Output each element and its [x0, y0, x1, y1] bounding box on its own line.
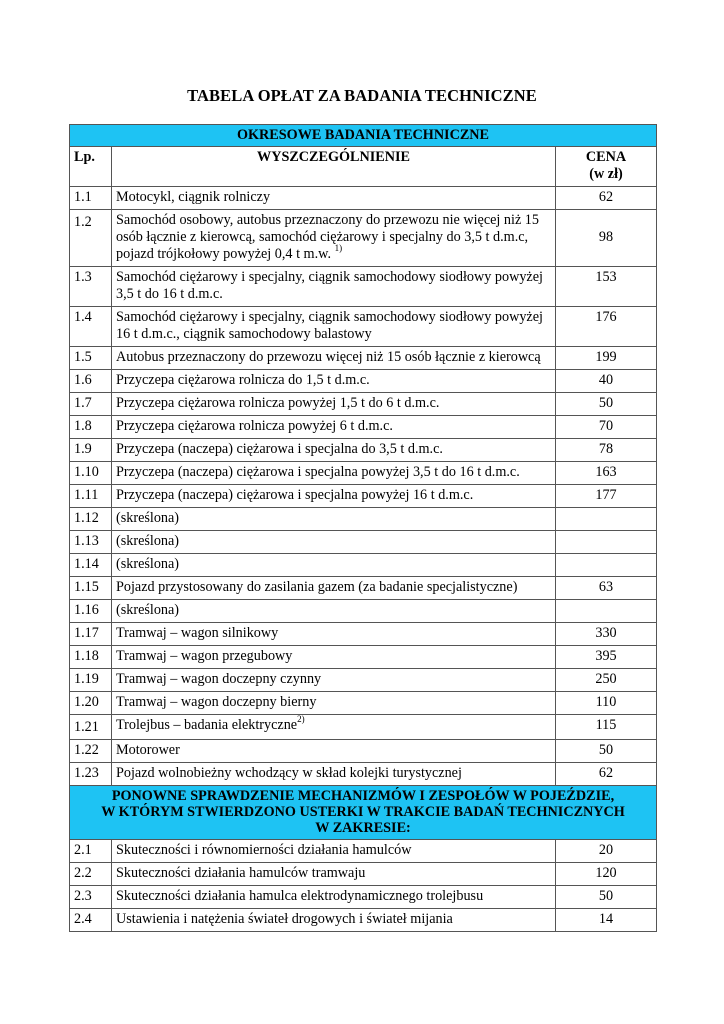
- row-lp: 2.3: [70, 886, 112, 909]
- section-title-periodic: OKRESOWE BADANIA TECHNICZNE: [70, 125, 657, 147]
- row-lp: 1.22: [70, 740, 112, 763]
- row-description-text: Tramwaj – wagon doczepny bierny: [116, 694, 317, 710]
- fee-table-body: [70, 125, 657, 932]
- row-description-text: Ustawienia i natężenia świateł drogowych i świateł mijania: [116, 911, 453, 927]
- table-row: [70, 909, 657, 932]
- row-lp: 1.10: [70, 462, 112, 485]
- row-price: 98: [555, 210, 656, 267]
- table-row: [70, 210, 657, 267]
- table-row: [70, 863, 657, 886]
- row-description-text: Przyczepa ciężarowa rolnicza do 1,5 t d.m.c.: [116, 372, 370, 388]
- row-description-text: Tramwaj – wagon przegubowy: [116, 648, 293, 664]
- table-row: [70, 439, 657, 462]
- row-lp: 1.13: [70, 531, 112, 554]
- row-price: 63: [555, 577, 656, 600]
- row-price: 115: [555, 715, 656, 740]
- header-price-line2: (w zł): [589, 166, 623, 182]
- row-lp: 2.2: [70, 863, 112, 886]
- row-description-text: (skreślona): [116, 602, 180, 618]
- table-row: [70, 187, 657, 210]
- row-lp: 1.15: [70, 577, 112, 600]
- table-row: [70, 692, 657, 715]
- table-row: [70, 623, 657, 646]
- row-description: [112, 886, 556, 909]
- row-description: [112, 462, 556, 485]
- row-description: [112, 416, 556, 439]
- row-description: [112, 763, 556, 786]
- row-description: [112, 508, 556, 531]
- section-title-reinspection-line1: PONOWNE SPRAWDZENIE MECHANIZMÓW I ZESPOŁÓW W POJEŹDZIE,: [111, 788, 615, 804]
- table-row: [70, 886, 657, 909]
- row-description: [112, 600, 556, 623]
- table-row: [70, 600, 657, 623]
- row-lp: 1.16: [70, 600, 112, 623]
- row-lp: 1.2: [70, 210, 112, 267]
- row-description: [112, 669, 556, 692]
- row-lp: 1.14: [70, 554, 112, 577]
- row-lp: 1.18: [70, 646, 112, 669]
- row-lp: 1.5: [70, 347, 112, 370]
- row-description: [112, 347, 556, 370]
- footnote-marker: 1): [334, 243, 343, 254]
- row-lp: 1.4: [70, 307, 112, 347]
- row-description: [112, 692, 556, 715]
- table-row: [70, 554, 657, 577]
- row-description: [112, 740, 556, 763]
- section-title-reinspection: [70, 786, 657, 840]
- row-lp: 2.4: [70, 909, 112, 932]
- row-description-text: Samochód ciężarowy i specjalny, ciągnik samochodowy siodłowy powyżej 16 t d.m.c., ciągnik samochodowy balastowy: [116, 309, 543, 342]
- row-description: [112, 554, 556, 577]
- table-row: [70, 669, 657, 692]
- row-description-text: Motorower: [116, 742, 180, 758]
- table-row: [70, 393, 657, 416]
- row-description: [112, 370, 556, 393]
- table-row: [70, 307, 657, 347]
- table-row: [70, 267, 657, 307]
- row-description-text: Tramwaj – wagon doczepny czynny: [116, 671, 322, 687]
- row-lp: 1.6: [70, 370, 112, 393]
- row-lp: 1.8: [70, 416, 112, 439]
- row-description: [112, 485, 556, 508]
- row-price: 62: [555, 763, 656, 786]
- section-header-periodic: [70, 125, 657, 147]
- row-lp: 1.23: [70, 763, 112, 786]
- row-description: [112, 210, 556, 267]
- row-price: [555, 508, 656, 531]
- row-lp: 1.21: [70, 715, 112, 740]
- table-row: [70, 508, 657, 531]
- row-description-text: Pojazd wolnobieżny wchodzący w skład kolejki turystycznej: [116, 765, 462, 781]
- row-description-text: Przyczepa (naczepa) ciężarowa i specjalna powyżej 3,5 t do 16 t d.m.c.: [116, 464, 520, 480]
- header-price: [555, 147, 656, 187]
- section-header-reinspection: [70, 786, 657, 840]
- section-title-reinspection-line2: W KTÓRYM STWIERDZONO USTERKI W TRAKCIE BADAŃ TECHNICZNYCH: [101, 804, 625, 820]
- row-lp: 1.20: [70, 692, 112, 715]
- table-row: [70, 347, 657, 370]
- column-header-row: [70, 147, 657, 187]
- row-price: 330: [555, 623, 656, 646]
- row-description: [112, 393, 556, 416]
- row-description: [112, 267, 556, 307]
- row-price: 176: [555, 307, 656, 347]
- row-price: 14: [555, 909, 656, 932]
- row-price: 50: [555, 886, 656, 909]
- table-row: [70, 646, 657, 669]
- footnote-marker: 2): [297, 714, 305, 725]
- row-description-text: Samochód osobowy, autobus przeznaczony do przewozu nie więcej niż 15 osób łącznie z kierowcą, samochód ciężarowy i specjalny do 3,5 t d.m.c, pojazd trójkołowy powyżej 0,4 t m.w.: [116, 212, 539, 262]
- row-description-text: Pojazd przystosowany do zasilania gazem (za badanie specjalistyczne): [116, 579, 518, 595]
- row-price: 50: [555, 740, 656, 763]
- row-lp: 1.11: [70, 485, 112, 508]
- row-description: [112, 577, 556, 600]
- section-title-reinspection-line3: W ZAKRESIE:: [315, 820, 411, 836]
- row-description: [112, 863, 556, 886]
- row-description-text: (skreślona): [116, 556, 180, 572]
- header-price-line1: CENA: [585, 149, 627, 165]
- row-description: [112, 531, 556, 554]
- row-price: 62: [555, 187, 656, 210]
- row-description-text: Skuteczności działania hamulców tramwaju: [116, 865, 366, 881]
- row-price: 163: [555, 462, 656, 485]
- row-price: [555, 531, 656, 554]
- row-lp: 1.1: [70, 187, 112, 210]
- row-price: 199: [555, 347, 656, 370]
- row-lp: 1.12: [70, 508, 112, 531]
- row-price: 40: [555, 370, 656, 393]
- row-lp: 1.3: [70, 267, 112, 307]
- table-row: [70, 370, 657, 393]
- table-row: [70, 531, 657, 554]
- row-price: [555, 600, 656, 623]
- row-price: 177: [555, 485, 656, 508]
- row-price: 20: [555, 840, 656, 863]
- row-lp: 1.9: [70, 439, 112, 462]
- page-title: TABELA OPŁAT ZA BADANIA TECHNICZNE: [187, 86, 537, 105]
- row-lp: 1.19: [70, 669, 112, 692]
- table-row: [70, 840, 657, 863]
- table-row: [70, 577, 657, 600]
- table-row: [70, 416, 657, 439]
- row-price: 70: [555, 416, 656, 439]
- table-row: [70, 715, 657, 740]
- row-lp: 1.7: [70, 393, 112, 416]
- row-price: 395: [555, 646, 656, 669]
- header-description: WYSZCZEGÓLNIENIE: [112, 147, 556, 187]
- fee-table: [69, 124, 657, 932]
- row-price: 78: [555, 439, 656, 462]
- row-price: 110: [555, 692, 656, 715]
- row-description: [112, 646, 556, 669]
- table-row: [70, 462, 657, 485]
- row-description: [112, 715, 556, 740]
- row-description-text: Przyczepa ciężarowa rolnicza powyżej 6 t d.m.c.: [116, 418, 393, 434]
- row-description-text: Przyczepa (naczepa) ciężarowa i specjalna powyżej 16 t d.m.c.: [116, 487, 474, 503]
- row-description-text: Przyczepa (naczepa) ciężarowa i specjalna do 3,5 t d.m.c.: [116, 441, 443, 457]
- table-row: [70, 763, 657, 786]
- row-description-text: Autobus przeznaczony do przewozu więcej niż 15 osób łącznie z kierowcą: [116, 349, 541, 365]
- row-description-text: Trolejbus – badania elektryczne: [116, 717, 298, 733]
- row-description-text: (skreślona): [116, 533, 180, 549]
- row-description: [112, 623, 556, 646]
- row-description-text: Przyczepa ciężarowa rolnicza powyżej 1,5 t do 6 t d.m.c.: [116, 395, 440, 411]
- row-price: 250: [555, 669, 656, 692]
- row-description: [112, 840, 556, 863]
- row-description-text: Skuteczności i równomierności działania hamulców: [116, 842, 412, 858]
- header-lp: Lp.: [70, 147, 112, 187]
- row-description-text: Skuteczności działania hamulca elektrodynamicznego trolejbusu: [116, 888, 484, 904]
- row-description: [112, 439, 556, 462]
- row-price: 153: [555, 267, 656, 307]
- row-description-text: Motocykl, ciągnik rolniczy: [116, 189, 271, 205]
- row-description: [112, 187, 556, 210]
- row-price: [555, 554, 656, 577]
- row-price: 50: [555, 393, 656, 416]
- row-lp: 1.17: [70, 623, 112, 646]
- table-row: [70, 485, 657, 508]
- row-description-text: Samochód ciężarowy i specjalny, ciągnik samochodowy siodłowy powyżej 3,5 t do 16 t d.m.c.: [116, 269, 543, 302]
- row-description: [112, 307, 556, 347]
- row-price: 120: [555, 863, 656, 886]
- row-description-text: (skreślona): [116, 510, 180, 526]
- row-lp: 2.1: [70, 840, 112, 863]
- table-row: [70, 740, 657, 763]
- row-description: [112, 909, 556, 932]
- row-description-text: Tramwaj – wagon silnikowy: [116, 625, 279, 641]
